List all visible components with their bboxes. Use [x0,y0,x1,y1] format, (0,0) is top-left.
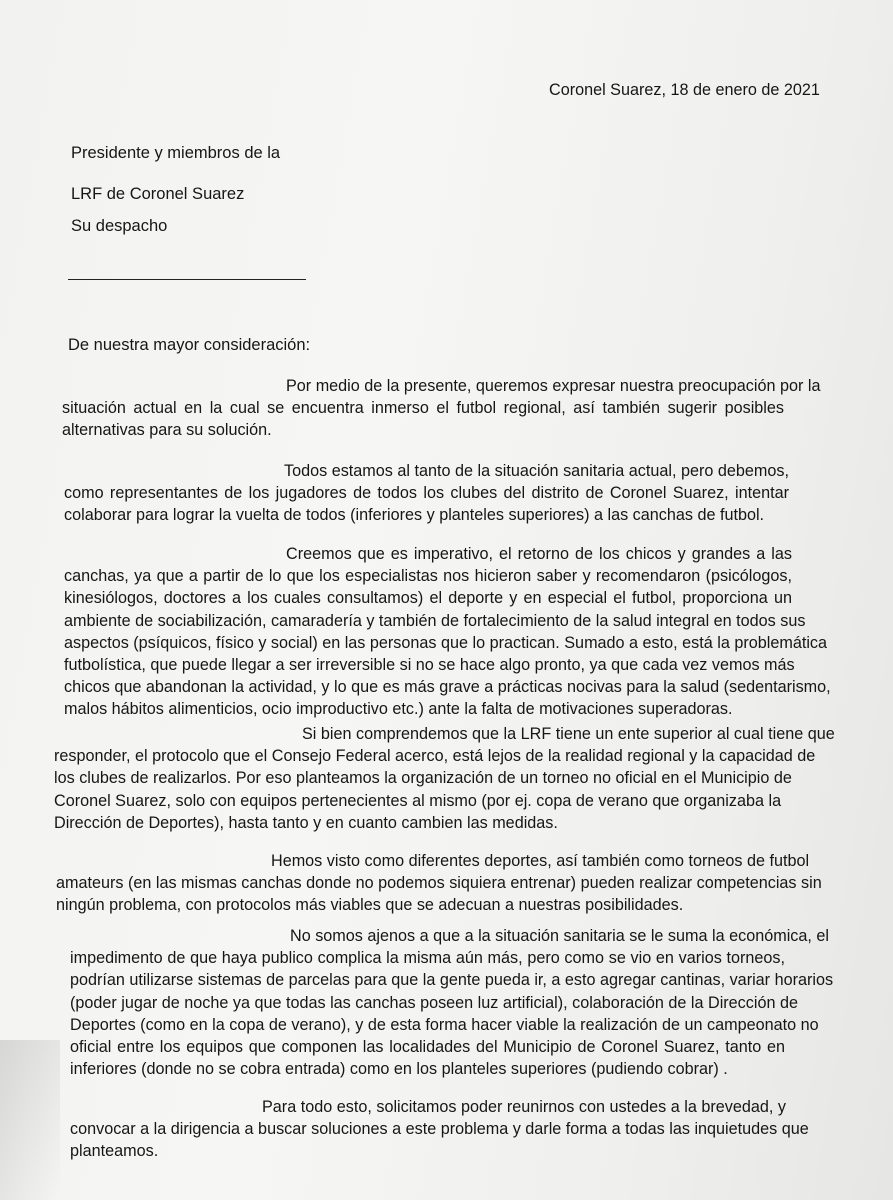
paragraph-line: Dirección de Deportes), hasta tanto y en cuanto cambien las medidas. [54,813,558,832]
paragraph-line: chicos que abandonan la actividad, y lo que es más grave a prácticas nocivas para la salud (sedentarismo, [64,678,831,697]
paragraph-line: No somos ajenos a que a la situación sanitaria se le suma la económica, el [290,927,829,945]
paragraph-line: oficial entre los equipos que componen las localidades del Municipio de Coronel Suarez, tanto en [70,1037,785,1056]
paragraph-5 [56,850,822,917]
address-underline [68,279,306,280]
paragraph-line: aspectos (psíquicos, físico y social) en las personas que lo practican. Sumado a esto, está la problemática [64,633,828,652]
paragraph-3 [64,543,831,721]
paragraph-line: situación actual en la cual se encuentra inmerso el futbol regional, así también sugerir posibles [62,399,784,418]
paragraph-line: impedimento de que haya publico complica la misma aún más, pero como se vio en varios torneos, [70,949,785,968]
paragraph-line: amateurs (en las mismas canchas donde no podemos siquiera entrenar) pueden realizar competencias sin [56,874,822,893]
paragraph-line: los clubes de realizarlos. Por eso planteamos la organización de un torneo no oficial en el Municipio de [54,769,792,788]
paragraph-4 [54,723,835,834]
paragraph-line: alternativas para su solución. [62,421,272,440]
page-shadow [0,1040,60,1200]
greeting: De nuestra mayor consideración: [68,336,311,354]
paragraph-line: responder, el protocolo que el Consejo Federal acerco, está lejos de la realidad regional y la capacidad de [54,747,816,766]
paragraph-1 [62,375,821,442]
paragraph-line: convocar a la dirigencia a buscar soluciones a este problema y darle forma a todas las inquietudes que [70,1120,809,1139]
paragraph-line: Si bien comprendemos que la LRF tiene un ente superior al cual tiene que [302,725,835,743]
address-line-1: Presidente y miembros de la [71,144,281,162]
paragraph-line: podrían utilizarse sistemas de parcelas para que la gente pueda ir, a esto agregar cantinas, variar horarios [70,971,834,990]
paragraph-line: Deportes (como en la copa de verano), y de esta forma hacer viable la realización de un campeonato no [70,1015,819,1034]
paragraph-line: ningún problema, con protocolos más viables que se adecuan a nuestras posibilidades. [56,896,684,915]
paragraph-line: malos hábitos alimenticios, ocio improductivo etc.) ante la falta de motivaciones superadoras. [64,700,733,719]
paragraph-line: colaborar para lograr la vuelta de todos (inferiores y planteles superiores) a las canchas de futbol. [64,506,765,525]
paragraph-line: Coronel Suarez, solo con equipos pertenecientes al mismo (por ej. copa de verano que organizaba la [54,791,782,810]
paragraph-line: Creemos que es imperativo, el retorno de los chicos y grandes a las [286,545,792,563]
paragraph-line: Hemos visto como diferentes deportes, así también como torneos de futbol [271,852,810,870]
paragraph-line: ambiente de sociabilización, camaradería y también de fortalecimiento de la salud integral en todos sus [64,611,806,630]
paragraph-line: futbolística, que puede llegar a ser irreversible si no se hace algo pronto, ya que cada vez vemos más [64,655,795,674]
paragraph-2 [64,460,789,527]
paragraph-line: Todos estamos al tanto de la situación sanitaria actual, pero debemos, [284,462,789,480]
paragraph-line: (poder jugar de noche ya que todas las canchas poseen luz artificial), colaboración de la Dirección de [70,993,798,1012]
paragraph-line: como representantes de los jugadores de todos los clubes del distrito de Coronel Suarez, intentar [64,484,789,503]
paragraph-line: Por medio de la presente, queremos expresar nuestra preocupación por la [286,377,821,395]
paragraph-line: kinesiólogos, doctores a los cuales consultamos) el deporte y en especial el futbol, proporciona un [64,589,792,608]
letter-date: Coronel Suarez, 18 de enero de 2021 [549,81,820,99]
paragraph-line: inferiores (donde no se cobra entrada) como en los planteles superiores (pudiendo cobrar) . [70,1060,728,1079]
paragraph-line: planteamos. [70,1142,159,1161]
paragraph-line: canchas, ya que a partir de lo que los especialistas nos hicieron saber y recomendaron (psicólogos, [64,567,792,586]
paragraph-line: Para todo esto, solicitamos poder reunirnos con ustedes a la brevedad, y [262,1098,786,1116]
address-line-3: Su despacho [71,217,168,235]
address-line-2: LRF de Coronel Suarez [71,185,245,203]
paragraph-7 [70,1096,809,1163]
paragraph-6 [70,925,834,1080]
